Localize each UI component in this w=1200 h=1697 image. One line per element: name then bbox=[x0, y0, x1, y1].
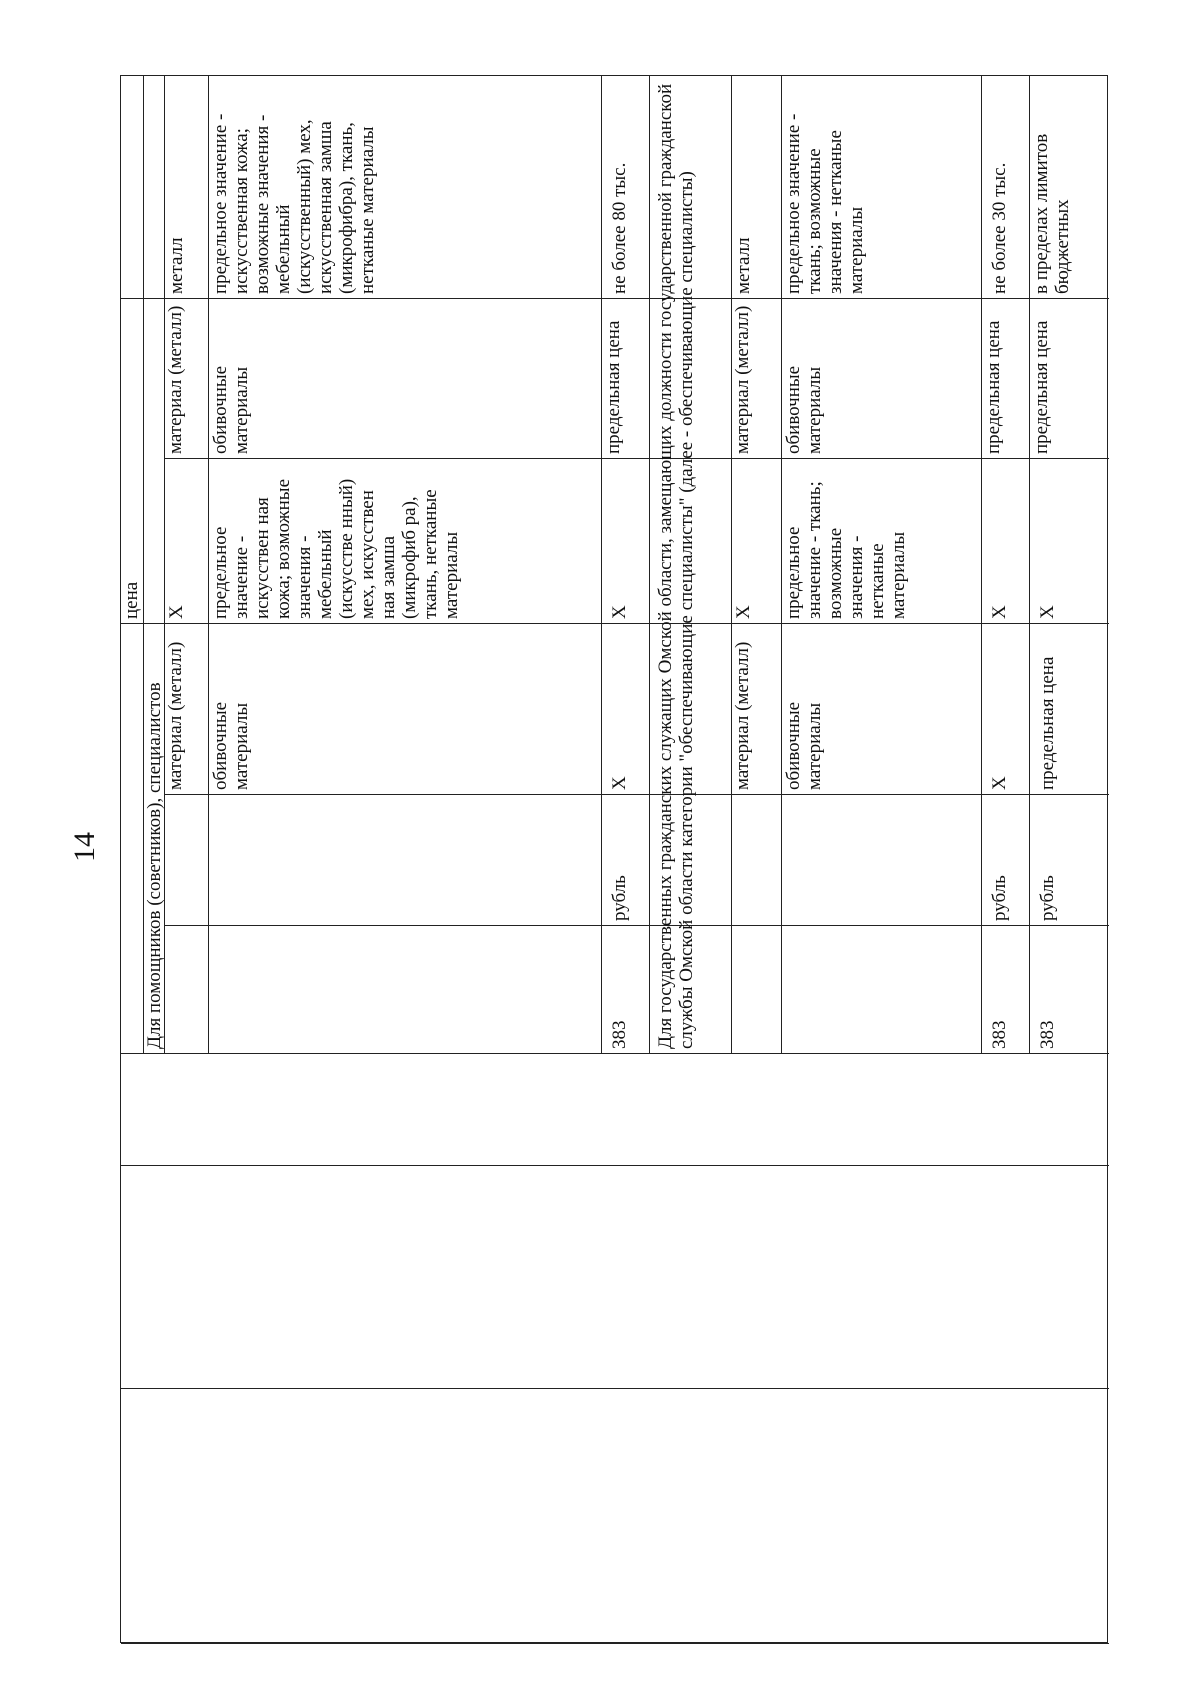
col-line bbox=[121, 1388, 1109, 1389]
table-frame bbox=[120, 75, 1108, 1643]
s2-upholstery-limit-b: предельное значение - ткань; возможные значения - нетканые материалы bbox=[783, 113, 867, 294]
s2-price2-code: 383 bbox=[1037, 1020, 1058, 1049]
s1-price-x2: X bbox=[609, 605, 630, 619]
s1-price-code: 383 bbox=[609, 1020, 630, 1049]
s2-price2-x: X bbox=[1037, 605, 1058, 619]
s1-material-x: X bbox=[166, 605, 187, 619]
s1-price-x1: X bbox=[609, 776, 630, 790]
s2-price2-unit: рубль bbox=[1037, 875, 1058, 921]
s2-price1-unit: рубль bbox=[989, 875, 1010, 921]
s2-price1-value: не более 30 тыс. bbox=[989, 162, 1010, 294]
s1-upholstery-limit-b: предельное значение - искусственная кожа; возможные значения - мебельный (искусственный) мех, искусственная замша (микрофибра), ткань, нетканые материалы bbox=[210, 113, 378, 294]
s2-upholstery-a: обивочные материалы bbox=[783, 701, 825, 790]
page-number: 14 bbox=[68, 832, 101, 862]
section2-title: Для государственных гражданских служащих Омской области, замещающих должности государственной гражданской службы Омской области категории "обеспечивающие специалисты" (далее - обеспечивающие специалисты) bbox=[655, 83, 697, 1049]
s2-upholstery-limit-a: предельное значение - ткань; возможные значения - нетканые материалы bbox=[783, 481, 909, 619]
s2-price2-label-a: предельная цена bbox=[1037, 656, 1058, 790]
col-line bbox=[121, 1643, 1109, 1644]
header-price-label: цена bbox=[121, 581, 142, 619]
s2-price1-x1: X bbox=[989, 776, 1010, 790]
s1-upholstery-b: обивочные материалы bbox=[210, 365, 252, 454]
s1-price-label: предельная цена bbox=[603, 320, 624, 454]
s2-material-x: X bbox=[733, 605, 754, 619]
s1-material-label-a: материал (металл) bbox=[165, 641, 186, 790]
s1-upholstery-limit-a: предельное значение - искусствен ная кожа; возможные значения - мебельный (искусстве нный) мех, искусствен ная замша (микрофиб ра), ткань, нетканые материалы bbox=[210, 478, 462, 619]
section1-title: Для помощников (советников), специалистов bbox=[144, 682, 165, 1049]
s2-material-value: металл bbox=[733, 237, 754, 294]
s2-price1-label: предельная цена bbox=[983, 320, 1004, 454]
s1-material-label-b: материал (металл) bbox=[165, 305, 186, 454]
s2-price2-value: в пределах лимитов бюджетных bbox=[1031, 133, 1073, 294]
s2-material-label-b: материал (металл) bbox=[732, 305, 753, 454]
s2-price2-label-b: предельная цена bbox=[1031, 320, 1052, 454]
rotated-table bbox=[121, 76, 1109, 1644]
s1-material-value: металл bbox=[166, 237, 187, 294]
s2-price1-x2: X bbox=[989, 605, 1010, 619]
col-line bbox=[121, 1165, 1109, 1166]
s1-price-unit: рубль bbox=[609, 875, 630, 921]
s2-upholstery-b: обивочные материалы bbox=[783, 365, 825, 454]
s2-material-label-a: материал (металл) bbox=[732, 641, 753, 790]
s1-price-value: не более 80 тыс. bbox=[609, 162, 630, 294]
s1-upholstery-a: обивочные материалы bbox=[210, 701, 252, 790]
s2-price1-code: 383 bbox=[989, 1020, 1010, 1049]
